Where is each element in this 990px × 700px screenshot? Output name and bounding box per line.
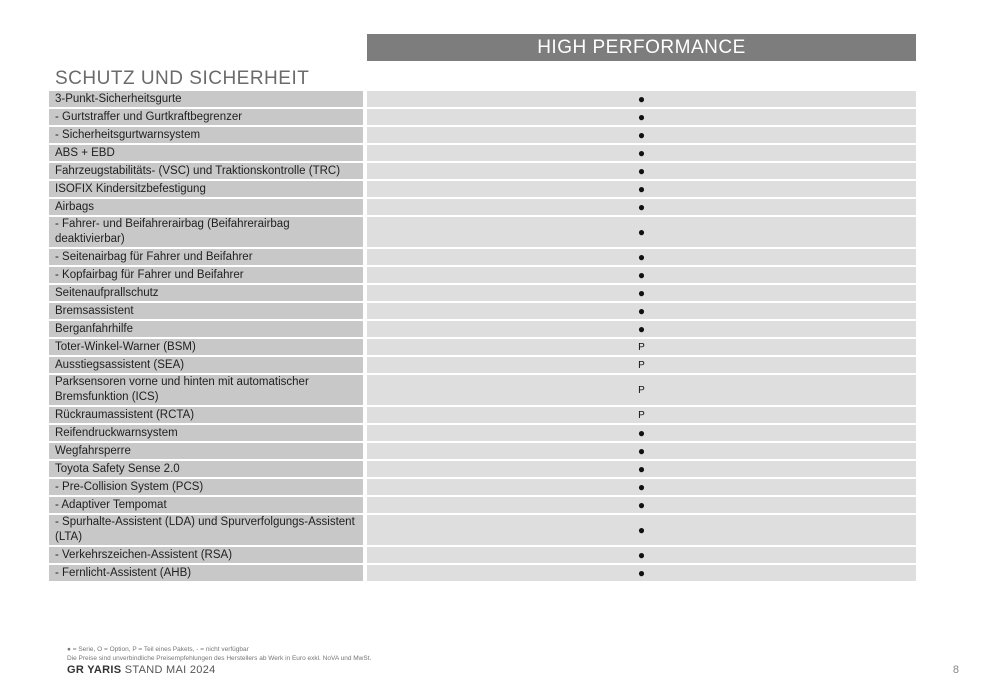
footer-model-name: GR YARIS	[67, 664, 122, 676]
table-row	[49, 479, 917, 495]
feature-label: Fahrzeugstabilitäts- (VSC) und Traktionskontrolle (TRC)	[49, 163, 363, 179]
footnote-legend: ● = Serie, O = Option, P = Teil eines Pakets, - = nicht verfügbar	[67, 646, 249, 653]
section-title: SCHUTZ UND SICHERHEIT	[55, 68, 310, 89]
standard-bullet: ●	[367, 267, 916, 283]
standard-bullet: ●	[367, 443, 916, 459]
standard-bullet: ●	[367, 127, 916, 143]
package-marker: P	[367, 357, 916, 373]
feature-label: Toyota Safety Sense 2.0	[49, 461, 363, 477]
table-row	[49, 163, 917, 179]
standard-bullet: ●	[367, 199, 916, 215]
feature-label: - Kopfairbag für Fahrer und Beifahrer	[49, 267, 363, 283]
table-row	[49, 199, 917, 215]
table-row	[49, 547, 917, 563]
feature-label: - Sicherheitsgurtwarnsystem	[49, 127, 363, 143]
standard-bullet: ●	[367, 145, 916, 161]
standard-bullet: ●	[367, 163, 916, 179]
table-row	[49, 285, 917, 301]
footnote-price-note: Die Preise sind unverbindliche Preisempfehlungen des Herstellers ab Werk in Euro exkl. NoVA und MwSt.	[67, 655, 372, 662]
table-row	[49, 515, 917, 545]
table-row	[49, 357, 917, 373]
feature-label: Bremsassistent	[49, 303, 363, 319]
column-header-label: HIGH PERFORMANCE	[537, 36, 746, 58]
table-row	[49, 321, 917, 337]
standard-bullet: ●	[367, 425, 916, 441]
standard-bullet: ●	[367, 479, 916, 495]
table-row	[49, 407, 917, 423]
standard-bullet: ●	[367, 109, 916, 125]
standard-bullet: ●	[367, 249, 916, 265]
standard-bullet: ●	[367, 285, 916, 301]
standard-bullet: ●	[367, 321, 916, 337]
feature-label: - Gurtstraffer und Gurtkraftbegrenzer	[49, 109, 363, 125]
table-row	[49, 303, 917, 319]
feature-label: Wegfahrsperre	[49, 443, 363, 459]
standard-bullet: ●	[367, 461, 916, 477]
standard-bullet: ●	[367, 91, 916, 107]
feature-label: Rückraumassistent (RCTA)	[49, 407, 363, 423]
feature-label: Ausstiegsassistent (SEA)	[49, 357, 363, 373]
standard-bullet: ●	[367, 303, 916, 319]
footer-stand: STAND MAI 2024	[124, 664, 216, 676]
table-row	[49, 127, 917, 143]
table-row	[49, 497, 917, 513]
feature-label: ISOFIX Kindersitzbefestigung	[49, 181, 363, 197]
table-row	[49, 267, 917, 283]
feature-label: 3-Punkt-Sicherheitsgurte	[49, 91, 363, 107]
table-row	[49, 375, 917, 405]
standard-bullet: ●	[367, 497, 916, 513]
feature-label: - Fernlicht-Assistent (AHB)	[49, 565, 363, 581]
table-row	[49, 461, 917, 477]
feature-table	[49, 91, 917, 583]
table-row	[49, 109, 917, 125]
table-row	[49, 249, 917, 265]
standard-bullet: ●	[367, 515, 916, 545]
table-row	[49, 443, 917, 459]
feature-label: Seitenaufprallschutz	[49, 285, 363, 301]
feature-label: - Pre-Collision System (PCS)	[49, 479, 363, 495]
column-header-high-performance	[367, 34, 916, 61]
table-row	[49, 425, 917, 441]
feature-label: Airbags	[49, 199, 363, 215]
table-row	[49, 91, 917, 107]
feature-label: Reifendruckwarnsystem	[49, 425, 363, 441]
feature-label: - Spurhalte-Assistent (LDA) und Spurverfolgungs-Assistent (LTA)	[49, 515, 363, 545]
standard-bullet: ●	[367, 565, 916, 581]
feature-label: - Seitenairbag für Fahrer und Beifahrer	[49, 249, 363, 265]
standard-bullet: ●	[367, 181, 916, 197]
page-number: 8	[952, 664, 959, 676]
footer-model-info	[67, 664, 216, 676]
feature-label: - Adaptiver Tempomat	[49, 497, 363, 513]
feature-label: ABS + EBD	[49, 145, 363, 161]
package-marker: P	[367, 375, 916, 405]
table-row	[49, 145, 917, 161]
feature-label: Berganfahrhilfe	[49, 321, 363, 337]
package-marker: P	[367, 407, 916, 423]
standard-bullet: ●	[367, 217, 916, 247]
feature-label: Parksensoren vorne und hinten mit automatischer Bremsfunktion (ICS)	[49, 375, 363, 405]
feature-label: Toter-Winkel-Warner (BSM)	[49, 339, 363, 355]
footnote	[67, 645, 371, 663]
standard-bullet: ●	[367, 547, 916, 563]
table-row	[49, 181, 917, 197]
feature-label: - Verkehrszeichen-Assistent (RSA)	[49, 547, 363, 563]
feature-label: - Fahrer- und Beifahrerairbag (Beifahrerairbag deaktivierbar)	[49, 217, 363, 247]
package-marker: P	[367, 339, 916, 355]
table-row	[49, 217, 917, 247]
table-row	[49, 565, 917, 581]
table-row	[49, 339, 917, 355]
